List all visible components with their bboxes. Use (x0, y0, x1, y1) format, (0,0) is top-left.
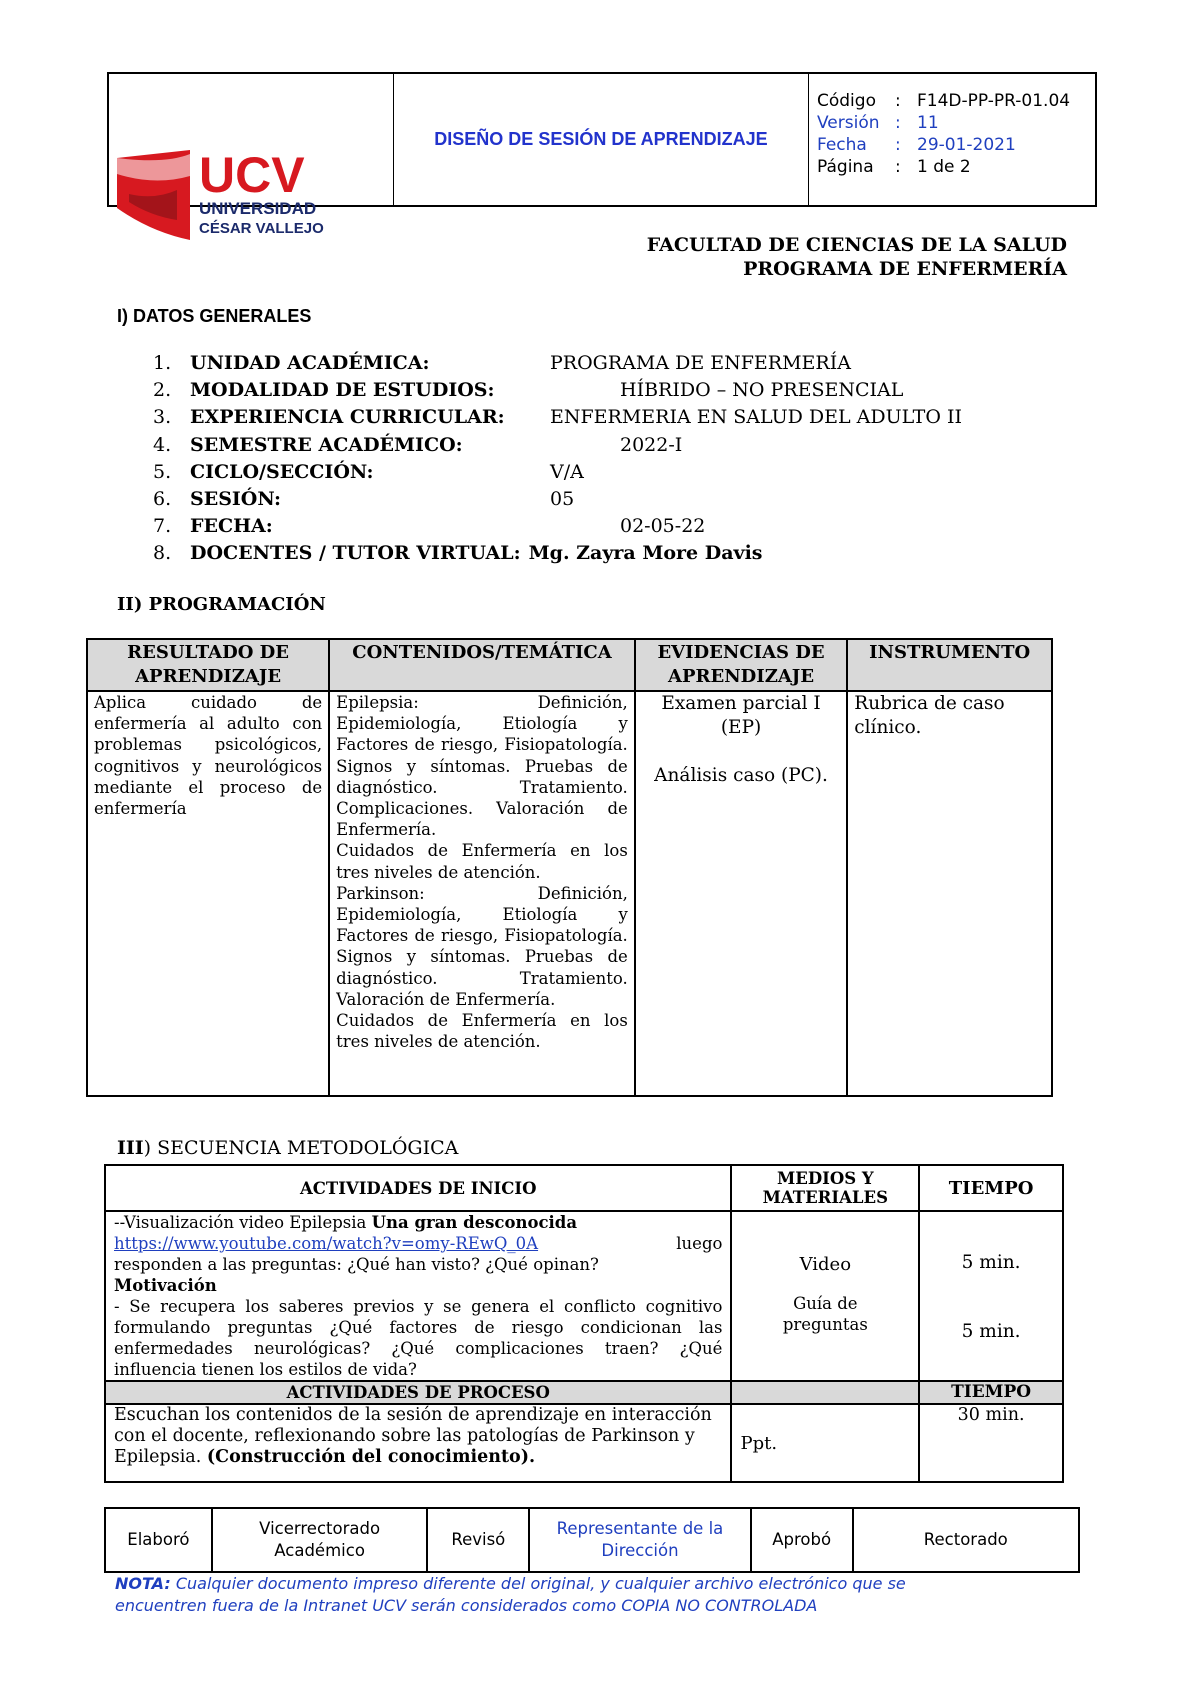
proceso-tiempo-cell: 30 min. (919, 1404, 1063, 1482)
svg-text:UCV: UCV (199, 150, 305, 203)
meta-value: 11 (917, 113, 939, 133)
column-header: ACTIVIDADES DE INICIO (105, 1165, 731, 1211)
meta-version: Versión : 11 (817, 113, 939, 133)
approval-rectorado: Rectorado (853, 1508, 1079, 1572)
inicio-tiempo-cell: 5 min. 5 min. (919, 1211, 1063, 1381)
inicio-medios-cell: Video Guía de preguntas (731, 1211, 919, 1381)
datos-generales-list (153, 350, 962, 568)
approval-vicerrectorado: Vicerrectorado Académico (212, 1508, 428, 1572)
document-title: DISEÑO DE SESIÓN DE APRENDIZAJE (434, 129, 768, 149)
meta-key: Fecha (817, 135, 867, 155)
section-programacion: II) PROGRAMACIÓN (117, 594, 326, 615)
approval-reviso: Revisó (427, 1508, 529, 1572)
list-item: 6. SESIÓN: 05 (153, 488, 575, 511)
table-row (105, 1404, 1063, 1482)
column-header: CONTENIDOS/TEMÁTICA (329, 639, 635, 691)
table-row (105, 1508, 1079, 1572)
instrumento-cell: Rubrica de caso clínico. (847, 691, 1052, 1096)
ucv-shield-icon (115, 150, 345, 246)
inicio-actividades-cell: --Visualización video Epilepsia Una gran desconocida https://www.youtube.com/watch?v=omy-REwQ_0A luego responden a las preguntas: ¿Qué han visto? ¿Qué opinan? Motivación - Se recupera los saberes previos y se genera el conflicto cognitivo formulando preguntas ¿Qué factores de riesgo condicionan las enfermedades neurológicas? ¿Qué complicaciones traen? ¿Qué influencia tienen los estilos de vida? (105, 1211, 731, 1381)
column-header: INSTRUMENTO (847, 639, 1052, 691)
svg-text:UNIVERSIDAD: UNIVERSIDAD (199, 199, 317, 218)
nota-disclaimer: NOTA: Cualquier documento impreso diferente del original, y cualquier archivo electrónico que se encuentren fuera de la Intranet UCV serán considerados como COPIA NO CONTROLADA (115, 1574, 906, 1615)
meta-pagina: Página : 1 de 2 (817, 157, 971, 177)
proceso-medios-cell: Ppt. (731, 1404, 919, 1482)
meta-key: Versión (817, 113, 880, 133)
approval-representante: Representante de la Dirección (529, 1508, 751, 1572)
list-item: 8. DOCENTES / TUTOR VIRTUAL: Mg. Zayra More Davis (153, 542, 763, 565)
meta-value: F14D-PP-PR-01.04 (917, 91, 1071, 111)
column-header: ACTIVIDADES DE PROCESO (105, 1381, 731, 1404)
meta-fecha: Fecha : 29-01-2021 (817, 135, 1016, 155)
programacion-table (86, 638, 1053, 1097)
list-item: 5. CICLO/SECCIÓN: V/A (153, 460, 584, 483)
section-secuencia: III) SECUENCIA METODOLÓGICA (117, 1137, 459, 1159)
column-header: EVIDENCIAS DE APRENDIZAJE (635, 639, 847, 691)
resultado-cell: Aplica cuidado de enfermería al adulto con problemas psicológicos, cognitivos y neurológicos mediante el proceso de enfermería (87, 691, 329, 1096)
meta-value: 1 de 2 (917, 157, 971, 177)
faculty-heading (647, 233, 1067, 281)
ucv-logo (115, 150, 345, 250)
svg-text:CÉSAR VALLEJO: CÉSAR VALLEJO (199, 220, 324, 237)
list-item: 4. SEMESTRE ACADÉMICO: 2022-I (153, 433, 683, 456)
meta-value: 29-01-2021 (917, 135, 1016, 155)
contenidos-cell: Epilepsia: Definición, Epidemiología, Etiología y Factores de riesgo, Fisiopatología. Signos y síntomas. Pruebas de diagnóstico. Tratamiento. Complicaciones. Valoración de Enfermería. Cuidados de Enfermería en los tres niveles de atención. Parkinson: Definición, Epidemiología, Etiología y Factores de riesgo, Fisiopatología. Signos y síntomas. Pruebas de diagnóstico. Tratamiento. Valoración de Enfermería. Cuidados de Enfermería en los tres niveles de atención. (329, 691, 635, 1096)
faculty-name: FACULTAD DE CIENCIAS DE LA SALUD (646, 234, 1067, 256)
document-meta (809, 74, 1095, 205)
list-item: 3. EXPERIENCIA CURRICULAR: ENFERMERIA EN SALUD DEL ADULTO II (153, 406, 962, 429)
list-item: 1. UNIDAD ACADÉMICA: PROGRAMA DE ENFERMERÍA (153, 352, 851, 374)
meta-key: Página (817, 157, 874, 177)
column-header: TIEMPO (919, 1165, 1063, 1211)
table-header-row (105, 1165, 1063, 1211)
proceso-actividades-cell: Escuchan los contenidos de la sesión de aprendizaje en interacción con el docente, reflexionando sobre las patologías de Parkinson y Epilepsia. (Construcción del conocimiento). (105, 1404, 731, 1482)
approval-aprobo: Aprobó (751, 1508, 853, 1572)
video-link[interactable]: https://www.youtube.com/watch?v=omy-REwQ_0A (114, 1234, 539, 1253)
column-header: MEDIOS Y MATERIALES (731, 1165, 919, 1211)
approval-elaboro: Elaboró (105, 1508, 212, 1572)
table-row (105, 1211, 1063, 1381)
approval-table (104, 1507, 1080, 1573)
title-cell (394, 74, 809, 205)
list-item: 7. FECHA: 02-05-22 (153, 515, 706, 538)
section-datos-generales: I) DATOS GENERALES (117, 306, 312, 326)
column-header: RESULTADO DE APRENDIZAJE (87, 639, 329, 691)
table-row (87, 691, 1052, 1096)
table-header-row (87, 639, 1052, 691)
meta-codigo: Código : F14D-PP-PR-01.04 (817, 91, 1071, 111)
list-item: 2. MODALIDAD DE ESTUDIOS: HÍBRIDO – NO PRESENCIAL (153, 379, 904, 402)
secuencia-table (104, 1164, 1064, 1483)
evidencias-cell: Examen parcial I (EP) Análisis caso (PC). (635, 691, 847, 1096)
column-header: TIEMPO (919, 1381, 1063, 1404)
program-name: PROGRAMA DE ENFERMERÍA (743, 258, 1067, 280)
meta-key: Código (817, 91, 876, 111)
table-header-row (105, 1381, 1063, 1404)
